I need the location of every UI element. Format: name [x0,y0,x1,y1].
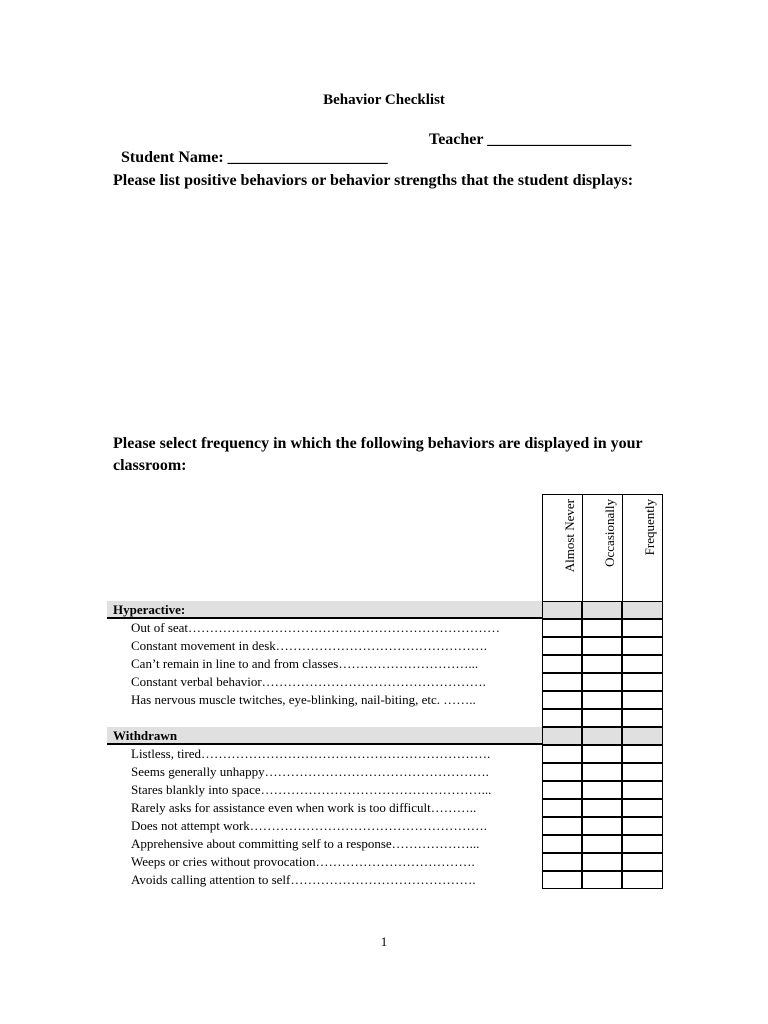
frequency-cells [542,727,663,745]
section-header-row [107,601,663,619]
frequency-cells [542,655,663,673]
frequently-checkbox[interactable] [622,763,663,781]
frequency-cells [542,691,663,709]
frequently-checkbox[interactable] [622,673,663,691]
almost-never-checkbox[interactable] [542,799,582,817]
behavior-row [107,799,663,817]
frequency-cells [542,853,663,871]
frequently-checkbox[interactable] [622,817,663,835]
behavior-row [107,709,663,727]
almost-never-checkbox[interactable] [542,781,582,799]
frequency-cells [542,709,663,727]
occasionally-checkbox[interactable] [582,709,622,727]
frequently-checkbox[interactable] [622,853,663,871]
column-header-frequently: Frequently [642,499,657,556]
occasionally-checkbox[interactable] [582,655,622,673]
section-header-row [107,727,663,745]
behavior-row [107,763,663,781]
almost-never-checkbox[interactable] [542,637,582,655]
frequency-cells [542,745,663,763]
behavior-row [107,781,663,799]
page-number: 1 [380,934,388,949]
frequently-checkbox[interactable] [622,691,663,709]
behavior-row [107,835,663,853]
frequently-checkbox[interactable] [622,655,663,673]
almost-never-checkbox[interactable] [542,817,582,835]
frequency-cells [542,835,663,853]
frequency-cells [542,817,663,835]
occasionally-checkbox[interactable] [582,817,622,835]
almost-never-checkbox[interactable] [542,853,582,871]
behavior-label: Can’t remain in line to and from classes…………………………... [131,656,479,671]
frequency-prompt: Please select frequency in which the following behaviors are displayed in your classroom: [113,435,643,474]
occasionally-checkbox [582,601,622,619]
frequency-cells [542,799,663,817]
behavior-row [107,637,663,655]
almost-never-checkbox[interactable] [542,763,582,781]
occasionally-checkbox[interactable] [582,781,622,799]
frequency-cells [542,673,663,691]
column-header-almost-never: Almost Never [543,495,583,602]
behavior-label: Apprehensive about committing self to a response………………... [131,836,480,851]
positive-behaviors-prompt: Please list positive behaviors or behavior strengths that the student displays: [113,172,634,189]
behavior-row [107,655,663,673]
behavior-row [107,853,663,871]
behavior-label: Out of seat……………………………………………………………… [131,620,501,635]
frequency-cells [542,781,663,799]
behavior-label: Weeps or cries without provocation………………………………. [131,854,475,869]
frequently-checkbox[interactable] [622,781,663,799]
almost-never-checkbox[interactable] [542,673,582,691]
almost-never-checkbox [542,727,582,745]
behavior-label: Has nervous muscle twitches, eye-blinking, nail-biting, etc. …….. [131,692,476,707]
frequently-checkbox[interactable] [622,619,663,637]
frequently-checkbox[interactable] [622,637,663,655]
behavior-row [107,817,663,835]
almost-never-checkbox[interactable] [542,655,582,673]
behavior-label: Seems generally unhappy……………………………………………. [131,764,489,779]
behavior-row [107,619,663,637]
occasionally-checkbox[interactable] [582,673,622,691]
almost-never-checkbox [542,601,582,619]
behavior-label: Listless, tired…………………………………………………………. [131,746,491,761]
column-header-occasionally: Occasionally [583,495,623,602]
occasionally-checkbox[interactable] [582,871,622,889]
behavior-label: Constant verbal behavior……………………………………………. [131,674,486,689]
frequency-cells [542,637,663,655]
frequency-cells [542,619,663,637]
occasionally-checkbox[interactable] [582,637,622,655]
section-title: Withdrawn [113,728,178,743]
section-title: Hyperactive: [113,602,186,617]
behavior-row [107,691,663,709]
frequency-cells [542,601,663,619]
occasionally-checkbox[interactable] [582,799,622,817]
frequently-checkbox[interactable] [622,871,663,889]
occasionally-checkbox[interactable] [582,763,622,781]
behavior-row [107,745,663,763]
behavior-row [107,673,663,691]
frequently-checkbox[interactable] [622,835,663,853]
behavior-label: Stares blankly into space……………………………………………... [131,782,492,797]
page-title: Behavior Checklist [323,92,445,108]
frequency-cells [542,871,663,889]
behavior-label: Constant movement in desk…………………………………………. [131,638,488,653]
almost-never-checkbox[interactable] [542,691,582,709]
almost-never-checkbox[interactable] [542,619,582,637]
frequency-cells [542,763,663,781]
frequently-checkbox[interactable] [622,745,663,763]
student-name-field[interactable]: Student Name: ____________________ [121,149,388,166]
behavior-label: Rarely asks for assistance even when work is too difficult……….. [131,800,477,815]
teacher-field[interactable]: Teacher __________________ [429,131,632,148]
behavior-label: Does not attempt work………………………………………………. [131,818,488,833]
almost-never-checkbox[interactable] [542,835,582,853]
behavior-row [107,871,663,889]
frequently-checkbox[interactable] [622,799,663,817]
behavior-label: Avoids calling attention to self……………………………………. [131,872,476,887]
frequently-checkbox [622,727,663,745]
frequently-checkbox[interactable] [622,709,663,727]
frequency-column-headers [542,494,663,601]
occasionally-checkbox[interactable] [582,853,622,871]
almost-never-checkbox[interactable] [542,709,582,727]
occasionally-checkbox[interactable] [582,835,622,853]
occasionally-checkbox[interactable] [582,691,622,709]
frequently-checkbox [622,601,663,619]
occasionally-checkbox[interactable] [582,745,622,763]
occasionally-checkbox[interactable] [582,619,622,637]
almost-never-checkbox[interactable] [542,745,582,763]
occasionally-checkbox [582,727,622,745]
almost-never-checkbox[interactable] [542,871,582,889]
